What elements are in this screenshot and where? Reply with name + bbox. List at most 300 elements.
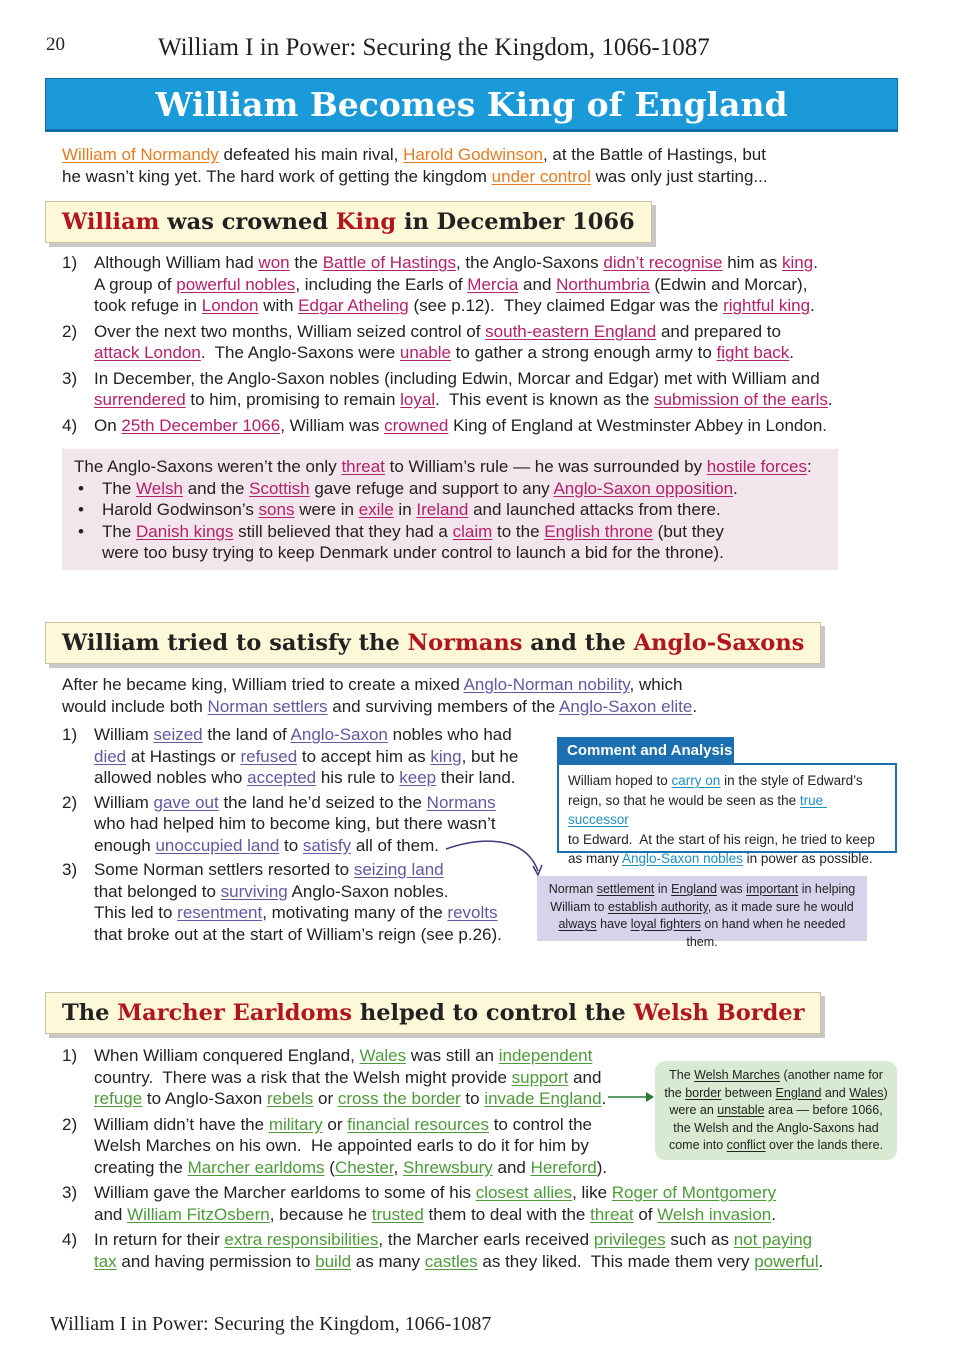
key-term: died [94, 746, 127, 766]
list-item [62, 724, 542, 789]
key-term: surviving [220, 881, 288, 901]
text: and [492, 1157, 531, 1177]
key-term: threat [590, 1204, 634, 1224]
key-term: threat [341, 457, 385, 476]
text: or [313, 1089, 338, 1108]
key-term: Welsh [136, 478, 183, 498]
key-term: Danish kings [136, 521, 234, 541]
text: William hoped to [568, 773, 672, 788]
text: as they liked. This made them very [477, 1251, 755, 1271]
key-term: England [671, 882, 717, 896]
heading-part: in December 1066 [396, 209, 635, 235]
text: of [633, 1204, 658, 1224]
text: ). [596, 1157, 608, 1177]
heading-part: William [62, 209, 160, 235]
text-line [74, 521, 826, 543]
key-term: independent [498, 1046, 593, 1065]
text-line [94, 813, 542, 835]
text: , like [572, 1183, 612, 1202]
text: all of them. [351, 835, 439, 855]
item-number: 3) [62, 368, 78, 388]
item-number: 1) [62, 253, 78, 272]
text: , including the Earls of [295, 274, 468, 294]
text-line [663, 1120, 889, 1138]
text: took refuge in [94, 296, 202, 315]
text: in [393, 500, 417, 519]
text-line [663, 1137, 889, 1155]
key-term: king [782, 253, 814, 272]
text: and surviving members of the [327, 696, 560, 716]
key-term: gave out [153, 792, 219, 812]
text-line [94, 274, 862, 296]
key-term: William of Normandy [62, 145, 219, 164]
comment-analysis-tab: Comment and Analysis [557, 737, 734, 764]
text-line [94, 252, 862, 274]
text: and [94, 1204, 128, 1224]
text: would include both [62, 696, 208, 716]
text: On [94, 415, 122, 435]
text: Although William had [94, 253, 259, 272]
key-term: Anglo-Saxon [290, 725, 388, 744]
key-term: exile [358, 500, 394, 519]
text: area — before 1066, [764, 1103, 883, 1117]
text: was only just starting... [590, 166, 768, 186]
text: ( [324, 1157, 335, 1177]
key-term: revolts [447, 903, 498, 922]
text: Over the next two months, William seized control of [94, 321, 486, 341]
text: were in [294, 500, 359, 519]
welsh-marches-note [655, 1061, 897, 1160]
text: he wasn’t king yet. The hard work of getting the kingdom [62, 166, 492, 186]
key-term: Battle of Hastings [322, 253, 456, 272]
key-term: Welsh invasion [657, 1204, 772, 1224]
text: and [518, 274, 557, 294]
text: or [322, 1114, 348, 1134]
text-line [74, 499, 826, 521]
key-term: submission of the earls [654, 390, 828, 409]
text: and prepared to [656, 321, 781, 341]
text: and [821, 1085, 850, 1100]
key-term: Anglo-Saxon opposition [553, 478, 734, 498]
key-term: not paying [733, 1230, 813, 1249]
text: his rule to [316, 768, 400, 787]
key-term: establish authority [607, 899, 708, 914]
list-item [62, 252, 862, 317]
key-term: support [511, 1067, 569, 1087]
text: to accept him as [297, 746, 431, 766]
text: country. There was a risk that the Welsh might provide [94, 1067, 512, 1087]
text: to gather a strong enough army to [450, 343, 717, 362]
key-term: settlement [596, 882, 655, 896]
item-number: 2) [62, 1114, 78, 1134]
key-term: Normans [426, 792, 496, 812]
item-number: 3) [62, 860, 78, 879]
heading-part: Welsh Border [633, 1000, 805, 1026]
text: Anglo-Saxon nobles. [287, 881, 449, 901]
comment-analysis-box [557, 763, 897, 866]
text-line [568, 791, 886, 830]
text: William to [550, 899, 608, 914]
text-line [568, 849, 886, 869]
key-term: 25th December 1066 [121, 415, 281, 435]
key-term: keep [399, 768, 437, 787]
item-number: 2) [62, 321, 78, 341]
key-term: closest allies [475, 1183, 573, 1202]
key-term: true successor [568, 792, 827, 827]
key-term: Welsh Marches [694, 1068, 781, 1082]
key-term: Chester [334, 1157, 394, 1177]
key-term: tax [94, 1251, 117, 1271]
key-term: Northumbria [556, 274, 650, 294]
text: in helping [798, 882, 856, 896]
text: . [813, 253, 818, 272]
text-line [663, 1085, 889, 1103]
text: . [692, 696, 698, 716]
key-term: Marcher earldoms [187, 1157, 325, 1177]
key-term: conflict [726, 1138, 766, 1152]
key-term: refused [240, 746, 298, 766]
heading-part: was crowned [159, 209, 336, 235]
key-term: build [315, 1251, 352, 1271]
text: , William was [280, 415, 385, 435]
text-line [663, 1067, 889, 1085]
key-term: Shrewsbury [403, 1157, 493, 1177]
list-item [62, 1182, 862, 1225]
key-term: hostile forces [706, 457, 807, 476]
text: , as it made sure he would [707, 899, 854, 914]
heading-part: The [62, 1000, 118, 1026]
text: with [258, 296, 299, 315]
text: the land of [202, 725, 291, 744]
key-term: unable [399, 343, 451, 362]
text: nobles who had [387, 725, 512, 744]
text: them to deal with the [423, 1204, 591, 1224]
text: The Anglo-Saxons weren’t the only [74, 457, 342, 476]
text: Norman [548, 882, 597, 896]
key-term: Wales [359, 1046, 407, 1065]
text: . [810, 296, 815, 315]
text: as many [568, 851, 623, 866]
key-term: carry on [671, 773, 721, 788]
page-number: 20 [46, 34, 65, 55]
key-term: rebels [266, 1089, 314, 1108]
key-term: crowned [384, 415, 449, 435]
text: . [733, 478, 738, 498]
text: that belonged to [94, 881, 221, 901]
text: and [568, 1067, 602, 1087]
straight-arrow [606, 1090, 658, 1104]
text-line [74, 456, 826, 478]
key-term: Anglo-Saxon elite [559, 696, 693, 716]
text: gave refuge and support to any [309, 478, 554, 498]
text: reign, so that he would be seen as the [568, 792, 800, 808]
key-term: Mercia [467, 274, 519, 294]
text: Harold Godwinson’s [102, 500, 259, 519]
item-number: 4) [62, 1230, 78, 1249]
key-term: surrendered [94, 390, 186, 409]
heading-part: helped to control the [352, 1000, 634, 1026]
key-term: won [258, 253, 290, 272]
key-term: loyal fighters [630, 917, 701, 931]
text: Some Norman settlers resorted to [94, 860, 354, 879]
key-term: seizing land [353, 860, 444, 879]
text-line [94, 902, 542, 924]
text-line [94, 342, 862, 364]
key-term: Anglo-Saxon nobles [622, 851, 743, 866]
text: King of England at Westminster Abbey in London. [448, 415, 828, 435]
text: After he became king, William tried to create a mixed [62, 675, 464, 694]
text: have [596, 917, 631, 931]
text: were an [669, 1103, 718, 1117]
text: . [771, 1204, 776, 1224]
text: . [789, 343, 795, 362]
key-term: Harold Godwinson [403, 145, 543, 164]
text: , because he [269, 1204, 372, 1224]
key-term: accepted [247, 768, 317, 787]
key-term: didn’t recognise [603, 253, 723, 272]
text: and the [182, 478, 250, 498]
text-line [94, 792, 542, 814]
key-term: seized [153, 725, 203, 744]
text: the [289, 253, 323, 272]
threats-box [62, 449, 838, 570]
text: (another name for [780, 1068, 883, 1082]
text: was [716, 882, 747, 896]
text-line [94, 1182, 862, 1204]
key-term: fight back [716, 343, 790, 362]
text-line [545, 916, 859, 951]
text: The [102, 478, 137, 498]
text: , at the Battle of Hastings, but [542, 145, 766, 164]
text: and launched attacks from there. [468, 500, 721, 519]
text: William [94, 725, 154, 744]
text: the land he’d seized to the [218, 792, 427, 812]
text: to the [492, 521, 545, 541]
key-term: important [746, 882, 799, 896]
text: come into [668, 1138, 727, 1152]
text: This led to [94, 903, 178, 922]
text-line [94, 746, 542, 768]
text-line [94, 321, 862, 343]
text: When William conquered England, [94, 1046, 360, 1065]
key-term: border [685, 1085, 722, 1100]
text-line [94, 368, 862, 390]
text: allowed nobles who [94, 768, 248, 787]
text: to [279, 835, 303, 855]
key-term: powerful nobles [176, 274, 296, 294]
key-term: William FitzOsbern [127, 1204, 270, 1224]
text-line [74, 478, 826, 500]
heading-part: William tried to satisfy the [62, 630, 408, 656]
text: . This event is known as the [435, 390, 655, 409]
key-term: Hereford [530, 1157, 597, 1177]
text: to Edward. At the start of his reign, he tried to keep [568, 831, 875, 847]
heading-part: Anglo-Saxons [633, 630, 805, 656]
intro-paragraph [62, 144, 862, 187]
text: The [102, 521, 137, 541]
text: the [664, 1085, 686, 1100]
text-line [94, 767, 542, 789]
key-term: Scottish [249, 478, 310, 498]
key-term: extra responsibilities [224, 1230, 379, 1249]
text: . [601, 1089, 607, 1108]
key-term: trusted [371, 1204, 424, 1224]
text-line [62, 696, 782, 718]
text: William gave the Marcher earldoms to some of his [94, 1183, 476, 1202]
text: the Welsh and the Anglo-Saxons had [673, 1120, 879, 1135]
text: still believed that they had a [233, 521, 453, 541]
text: him as [722, 253, 782, 272]
text-line [94, 295, 862, 317]
text: , [393, 1157, 403, 1177]
text-line [94, 389, 862, 411]
text-line [94, 1251, 862, 1273]
satisfy-intro [62, 674, 782, 717]
text: : [806, 457, 812, 476]
text: William didn’t have the [94, 1114, 269, 1134]
text: over the lands there. [765, 1138, 883, 1152]
text: (see p.12). They claimed Edgar was the [408, 296, 724, 315]
heading-part: Marcher Earldoms [117, 1000, 353, 1026]
key-term: always [558, 917, 597, 931]
key-term: England [775, 1085, 822, 1100]
key-term: cross the border [337, 1089, 461, 1108]
key-term: south-eastern England [485, 321, 657, 341]
text: in the style of Edward’s [720, 773, 863, 788]
text: to William’s rule — he was surrounded by [384, 457, 707, 476]
key-term: powerful [754, 1251, 819, 1271]
text-line [94, 924, 542, 946]
key-term: Roger of Montgomery [611, 1183, 777, 1202]
text: their land. [436, 768, 516, 787]
key-term: Anglo-Norman nobility [463, 675, 630, 694]
item-number: 2) [62, 792, 78, 812]
section-heading-crowned [45, 201, 652, 243]
text: creating the [94, 1157, 188, 1177]
text: , the Marcher earls received [378, 1230, 594, 1249]
key-term: London [201, 296, 259, 315]
key-term: English throne [544, 521, 653, 541]
curved-arrow [440, 835, 550, 885]
text: ) [883, 1085, 888, 1100]
item-number: 4) [62, 415, 78, 435]
key-term: king [430, 746, 462, 766]
heading-part: King [335, 209, 397, 235]
item-number: 1) [62, 725, 78, 744]
text: . [818, 1251, 824, 1271]
key-term: loyal [400, 390, 436, 409]
text-line [545, 881, 859, 899]
crowned-list [62, 252, 862, 440]
key-term: financial resources [347, 1114, 489, 1134]
key-term: Ireland [416, 500, 469, 519]
text-line [94, 1229, 862, 1251]
title-banner [45, 78, 898, 130]
key-term: Wales [849, 1085, 884, 1100]
text: such as [665, 1230, 734, 1249]
text: to Anglo-Saxon [142, 1089, 267, 1108]
text: , but he [461, 746, 519, 766]
text: The [669, 1068, 695, 1082]
text: William [94, 792, 154, 812]
intro-line-1 [62, 144, 862, 166]
item-number: 3) [62, 1183, 78, 1202]
key-term: Norman settlers [207, 696, 328, 716]
page-title: William Becomes King of England [155, 84, 788, 124]
key-term: resentment [177, 903, 263, 922]
text: (but they [652, 521, 724, 541]
text-line [545, 899, 859, 917]
footer-title: William I in Power: Securing the Kingdom, 1066-1087 [50, 1313, 492, 1335]
text: . [827, 390, 833, 409]
text: and having permission to [116, 1251, 316, 1271]
settlement-note [537, 876, 867, 949]
text: to him, promising to remain [185, 390, 401, 409]
item-number: 1) [62, 1046, 78, 1065]
text: in power as possible. [742, 851, 873, 866]
list-item [62, 321, 862, 364]
text-line [568, 771, 886, 791]
text: , motivating many of the [262, 903, 448, 922]
key-term: claim [452, 521, 493, 541]
key-term: unoccupied land [155, 835, 280, 855]
section-heading-marcher [45, 992, 821, 1034]
list-item [62, 415, 862, 437]
running-title: William I in Power: Securing the Kingdom, 1066-1087 [158, 34, 710, 61]
text: on hand when he needed them. [686, 917, 849, 949]
key-term: sons [258, 500, 295, 519]
text: , the Anglo-Saxons [455, 253, 604, 272]
key-term: invade England [484, 1089, 602, 1108]
heading-part: and the [522, 630, 634, 656]
intro-line-2 [62, 166, 862, 188]
text: between [721, 1085, 776, 1100]
key-term: castles [424, 1251, 478, 1271]
text: A group of [94, 274, 177, 294]
key-term: rightful king [723, 296, 811, 315]
text: in [654, 882, 672, 896]
text: . The Anglo-Saxons were [200, 343, 400, 362]
text: In December, the Anglo-Saxon nobles (including Edwin, Morcar and Edgar) met with William and [94, 368, 820, 388]
text: who had helped him to become king, but there wasn’t [94, 814, 496, 833]
list-item [62, 368, 862, 411]
text-line: were too busy trying to keep Denmark under control to launch a bid for the throne). [102, 543, 724, 562]
key-term: privileges [593, 1230, 666, 1249]
text: In return for their [94, 1230, 225, 1249]
key-term: under control [491, 166, 591, 186]
key-term: refuge [94, 1089, 143, 1108]
key-term: Edgar Atheling [298, 296, 409, 315]
key-term: unstable [717, 1103, 765, 1117]
heading-part: Normans [407, 630, 523, 656]
text: , which [629, 675, 683, 694]
text: Welsh Marches on his own. He appointed earls to do it for him by [94, 1136, 589, 1155]
text: was still an [406, 1046, 499, 1065]
text: enough [94, 835, 156, 855]
section-heading-satisfy [45, 622, 821, 664]
text: to control the [488, 1114, 592, 1134]
key-term: attack London [94, 343, 201, 362]
text: as many [351, 1251, 425, 1271]
key-term: military [268, 1114, 323, 1134]
text: (Edwin and Morcar), [649, 274, 808, 294]
text-line [94, 724, 542, 746]
text-line [568, 830, 886, 850]
text: at Hastings or [126, 746, 241, 766]
text-line [94, 1204, 862, 1226]
text: that broke out at the start of William’s reign (see p.26). [94, 924, 502, 944]
text-line [663, 1102, 889, 1120]
